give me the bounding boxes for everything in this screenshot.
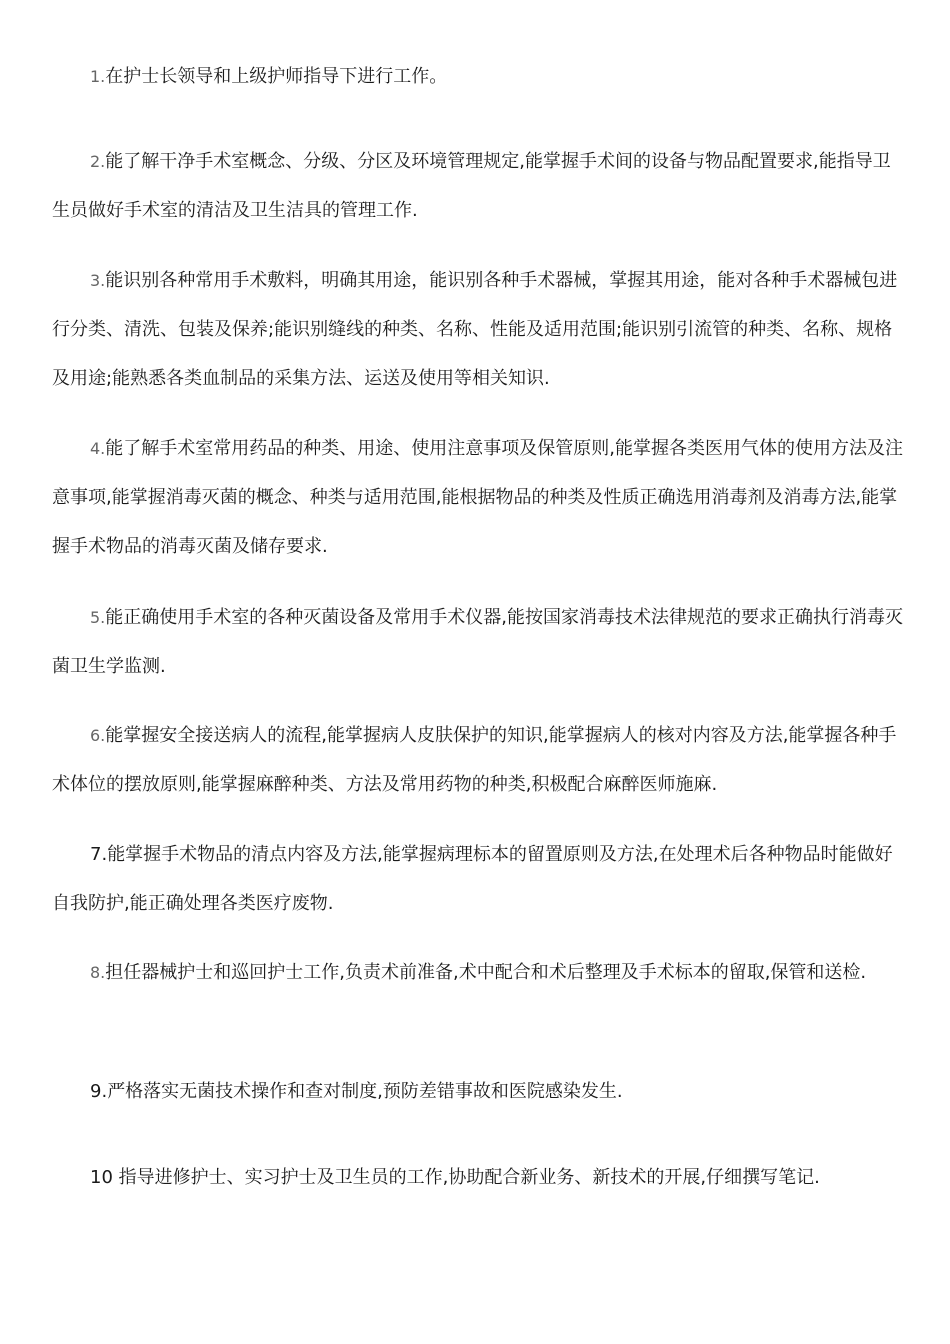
item-number: 7. bbox=[90, 844, 108, 865]
item-text: 担任器械护士和巡回护士工作,负责术前准备,术中配合和术后整理及手术标本的留取,保管和送检. bbox=[105, 962, 867, 983]
item-number: 2. bbox=[90, 152, 106, 171]
duty-item-2 bbox=[52, 137, 908, 235]
duty-item-8 bbox=[52, 948, 908, 997]
item-number: 9. bbox=[90, 1081, 108, 1102]
item-text: 指导进修护士、实习护士及卫生员的工作,协助配合新业务、新技术的开展,仔细撰写笔记. bbox=[112, 1167, 820, 1188]
duty-item-9 bbox=[52, 1067, 908, 1116]
item-number: 5. bbox=[90, 608, 106, 627]
item-number: 4. bbox=[90, 439, 106, 458]
duty-item-10 bbox=[52, 1153, 908, 1202]
item-text: 能识别各种常用手术敷料，明确其用途，能识别各种手术器械，掌握其用途，能对各种手术器械包进行分类、清洗、包装及保养;能识别缝线的种类、名称、性能及适用范围;能识别引流管的种类、名称、规格及用途;能熟悉各类血制品的采集方法、运送及使用等相关知识. bbox=[52, 270, 898, 389]
item-number: 8. bbox=[90, 963, 106, 982]
item-text: 能掌握安全接送病人的流程,能掌握病人皮肤保护的知识,能掌握病人的核对内容及方法,能掌握各种手术体位的摆放原则,能掌握麻醉种类、方法及常用药物的种类,积极配合麻醉医师施麻. bbox=[52, 725, 897, 795]
item-text: 能了解干净手术室概念、分级、分区及环境管理规定,能掌握手术间的设备与物品配置要求,能指导卫生员做好手术室的清洁及卫生洁具的管理工作. bbox=[52, 151, 891, 221]
duty-item-4 bbox=[52, 424, 908, 571]
item-text: 能掌握手术物品的清点内容及方法,能掌握病理标本的留置原则及方法,在处理术后各种物品时能做好自我防护,能正确处理各类医疗废物. bbox=[52, 844, 893, 914]
duty-item-5 bbox=[52, 593, 908, 691]
duty-item-7 bbox=[52, 830, 908, 928]
duty-item-3 bbox=[52, 256, 908, 403]
item-number: 10 bbox=[90, 1167, 113, 1188]
duty-item-6 bbox=[52, 711, 908, 809]
item-text: 在护士长领导和上级护师指导下进行工作。 bbox=[105, 66, 448, 87]
item-text: 严格落实无菌技术操作和查对制度,预防差错事故和医院感染发生. bbox=[107, 1081, 623, 1102]
item-number: 6. bbox=[90, 726, 106, 745]
duty-item-1 bbox=[52, 52, 908, 101]
item-number: 3. bbox=[90, 271, 106, 290]
item-text: 能了解手术室常用药品的种类、用途、使用注意事项及保管原则,能掌握各类医用气体的使用方法及注意事项,能掌握消毒灭菌的概念、种类与适用范围,能根据物品的种类及性质正确选用消毒剂及消毒方法,能掌握手术物品的消毒灭菌及储存要求. bbox=[52, 438, 903, 557]
item-number: 1. bbox=[90, 67, 106, 86]
item-text: 能正确使用手术室的各种灭菌设备及常用手术仪器,能按国家消毒技术法律规范的要求正确执行消毒灭菌卫生学监测. bbox=[52, 607, 903, 677]
